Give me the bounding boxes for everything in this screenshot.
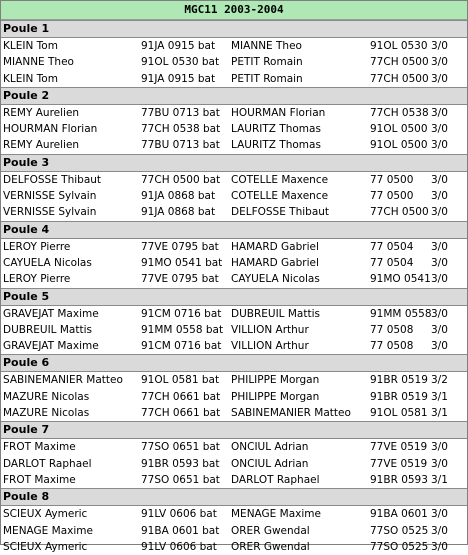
match-score: 3/0 (431, 457, 448, 470)
loser-name: PHILIPPE Morgan (231, 390, 320, 403)
winner-club-points: 77BU 0713 bat (141, 106, 220, 119)
loser-club-points: 77 0508 (370, 340, 414, 353)
winner-club-points: 77BU 0713 bat (141, 139, 220, 152)
winner-name: GRAVEJAT Maxime (3, 307, 99, 320)
loser-name: LAURITZ Thomas (231, 139, 321, 152)
loser-name: VILLION Arthur (231, 340, 309, 353)
poules-container (1, 20, 467, 555)
winner-name: SCIEUX Aymeric (3, 540, 88, 553)
loser-name: HAMARD Gabriel (231, 256, 319, 269)
match-row (1, 506, 467, 522)
loser-name: ORER Gwendal (231, 524, 310, 537)
match-score: 3/0 (431, 256, 448, 269)
loser-club-points: 91BR 0519 (370, 390, 428, 403)
match-score: 3/0 (431, 441, 448, 454)
poule-header: Poule 5 (1, 288, 467, 306)
winner-name: VERNISSE Sylvain (3, 206, 97, 219)
winner-name: KLEIN Tom (3, 40, 58, 52)
winner-name: REMY Aurelien (3, 139, 80, 152)
winner-name: GRAVEJAT Maxime (3, 340, 99, 353)
match-row (1, 71, 467, 87)
winner-club-points: 91JA 0915 bat (141, 40, 216, 52)
winner-name: FROT Maxime (3, 441, 76, 454)
match-row (1, 523, 467, 539)
loser-club-points: 91OL 0581 (370, 407, 428, 420)
loser-name: PHILIPPE Morgan (231, 374, 320, 387)
poule-header: Poule 1 (1, 20, 467, 38)
loser-name: MIANNE Theo (231, 40, 302, 52)
winner-club-points: 77VE 0795 bat (141, 240, 219, 253)
match-score: 3/0 (431, 540, 448, 553)
loser-club-points: 77SO 0525 (370, 540, 429, 553)
winner-name: MAZURE Nicolas (3, 407, 90, 420)
loser-name: PETIT Romain (231, 72, 303, 85)
match-row (1, 137, 467, 153)
winner-club-points: 91JA 0868 bat (141, 190, 216, 203)
loser-club-points: 91BR 0593 (370, 473, 428, 486)
winner-club-points: 77CH 0661 bat (141, 390, 221, 403)
match-score: 3/0 (431, 123, 448, 136)
loser-club-points: 77 0500 (370, 190, 414, 203)
loser-club-points: 91MO 0541 (370, 273, 431, 286)
winner-club-points: 91JA 0868 bat (141, 206, 216, 219)
loser-club-points: 77CH 0500 (370, 206, 429, 219)
match-score: 3/0 (431, 173, 448, 186)
match-score: 3/0 (431, 56, 448, 69)
match-score: 3/2 (431, 374, 448, 387)
winner-club-points: 91BR 0593 bat (141, 457, 220, 470)
match-score: 3/0 (431, 240, 448, 253)
winner-club-points: 91CM 0716 bat (141, 340, 222, 353)
winner-club-points: 91BA 0601 bat (141, 524, 220, 537)
loser-name: ONCIUL Adrian (231, 441, 309, 454)
poule-header: Poule 4 (1, 221, 467, 239)
loser-name: LAURITZ Thomas (231, 123, 321, 136)
winner-club-points: 91OL 0581 bat (141, 374, 220, 387)
winner-name: LEROY Pierre (3, 240, 71, 253)
loser-name: PETIT Romain (231, 56, 303, 69)
loser-club-points: 77CH 0500 (370, 56, 429, 69)
winner-name: DARLOT Raphael (3, 457, 92, 470)
winner-club-points: 91CM 0716 bat (141, 307, 222, 320)
match-row (1, 439, 467, 455)
winner-name: HOURMAN Florian (3, 123, 98, 136)
match-score: 3/0 (431, 190, 448, 203)
loser-club-points: 91BA 0601 (370, 508, 428, 521)
winner-name: VERNISSE Sylvain (3, 190, 97, 203)
loser-name: VILLION Arthur (231, 323, 309, 336)
match-score: 3/0 (431, 524, 448, 537)
loser-club-points: 91MM 0558 (370, 307, 432, 320)
loser-club-points: 91OL 0500 (370, 139, 428, 152)
match-score: 3/0 (431, 340, 448, 353)
loser-name: COTELLE Maxence (231, 190, 329, 203)
match-row (1, 105, 467, 121)
match-score: 3/0 (431, 307, 448, 320)
loser-club-points: 77 0504 (370, 256, 414, 269)
winner-name: LEROY Pierre (3, 273, 71, 286)
match-row (1, 188, 467, 204)
loser-name: DARLOT Raphael (231, 473, 320, 486)
match-score: 3/0 (431, 508, 448, 521)
winner-name: CAYUELA Nicolas (3, 256, 92, 269)
winner-name: MENAGE Maxime (3, 524, 93, 537)
loser-club-points: 91OL 0500 (370, 123, 428, 136)
loser-club-points: 91BR 0519 (370, 374, 428, 387)
winner-club-points: 91OL 0530 bat (141, 56, 220, 69)
match-row (1, 456, 467, 472)
loser-name: HAMARD Gabriel (231, 240, 319, 253)
winner-name: REMY Aurelien (3, 106, 80, 119)
match-score: 3/0 (431, 273, 448, 286)
poule-header: Poule 6 (1, 354, 467, 372)
match-row (1, 389, 467, 405)
winner-name: FROT Maxime (3, 473, 76, 486)
loser-name: MENAGE Maxime (231, 508, 321, 521)
loser-name: SABINEMANIER Matteo (231, 407, 351, 420)
loser-club-points: 77 0500 (370, 173, 414, 186)
match-row (1, 255, 467, 271)
match-score: 3/0 (431, 106, 448, 119)
match-score: 3/0 (431, 206, 448, 219)
match-row (1, 405, 467, 421)
poule-header: Poule 8 (1, 488, 467, 506)
loser-name: HOURMAN Florian (231, 106, 326, 119)
match-row (1, 372, 467, 388)
poule-header: Poule 2 (1, 87, 467, 105)
loser-name: CAYUELA Nicolas (231, 273, 320, 286)
match-row (1, 172, 467, 188)
loser-name: ONCIUL Adrian (231, 457, 309, 470)
poule-header: Poule 3 (1, 154, 467, 172)
winner-club-points: 77CH 0538 bat (141, 123, 221, 136)
match-score: 3/0 (431, 323, 448, 336)
loser-club-points: 77SO 0525 (370, 524, 429, 537)
loser-name: DELFOSSE Thibaut (231, 206, 330, 219)
match-row (1, 239, 467, 255)
match-score: 3/0 (431, 72, 448, 85)
loser-name: ORER Gwendal (231, 540, 310, 553)
winner-name: DUBREUIL Mattis (3, 323, 92, 336)
loser-club-points: 77 0504 (370, 240, 414, 253)
match-row (1, 539, 467, 555)
poule-header: Poule 7 (1, 421, 467, 439)
winner-club-points: 91MM 0558 bat (141, 323, 224, 336)
winner-name: SABINEMANIER Matteo (3, 374, 123, 387)
match-row (1, 204, 467, 220)
winner-name: MAZURE Nicolas (3, 390, 90, 403)
loser-club-points: 77VE 0519 (370, 441, 428, 454)
match-row (1, 338, 467, 354)
winner-club-points: 77SO 0651 bat (141, 473, 220, 486)
match-score: 3/0 (431, 139, 448, 152)
match-row (1, 54, 467, 70)
winner-club-points: 91LV 0606 bat (141, 540, 217, 553)
loser-name: COTELLE Maxence (231, 173, 329, 186)
winner-club-points: 77CH 0661 bat (141, 407, 221, 420)
match-score: 3/1 (431, 390, 448, 403)
loser-club-points: 77 0508 (370, 323, 414, 336)
loser-club-points: 77CH 0500 (370, 72, 429, 85)
winner-club-points: 91JA 0915 bat (141, 72, 216, 85)
match-row (1, 38, 467, 54)
winner-name: SCIEUX Aymeric (3, 508, 88, 521)
match-row (1, 271, 467, 287)
loser-name: DUBREUIL Mattis (231, 307, 320, 320)
match-row (1, 322, 467, 338)
winner-name: DELFOSSE Thibaut (3, 173, 102, 186)
winner-club-points: 77CH 0500 bat (141, 173, 221, 186)
match-score: 3/0 (431, 40, 448, 52)
match-row (1, 306, 467, 322)
winner-club-points: 77SO 0651 bat (141, 441, 220, 454)
match-row (1, 121, 467, 137)
loser-club-points: 77CH 0538 (370, 106, 429, 119)
winner-club-points: 91LV 0606 bat (141, 508, 217, 521)
match-score: 3/1 (431, 473, 448, 486)
winner-name: KLEIN Tom (3, 72, 58, 85)
winner-club-points: 91MO 0541 bat (141, 256, 223, 269)
loser-club-points: 91OL 0530 (370, 40, 428, 52)
winner-club-points: 77VE 0795 bat (141, 273, 219, 286)
winner-name: MIANNE Theo (3, 56, 74, 69)
loser-club-points: 77VE 0519 (370, 457, 428, 470)
match-score: 3/1 (431, 407, 448, 420)
match-row (1, 472, 467, 488)
sheet-title: MGC11 2003-2004 (1, 1, 467, 20)
